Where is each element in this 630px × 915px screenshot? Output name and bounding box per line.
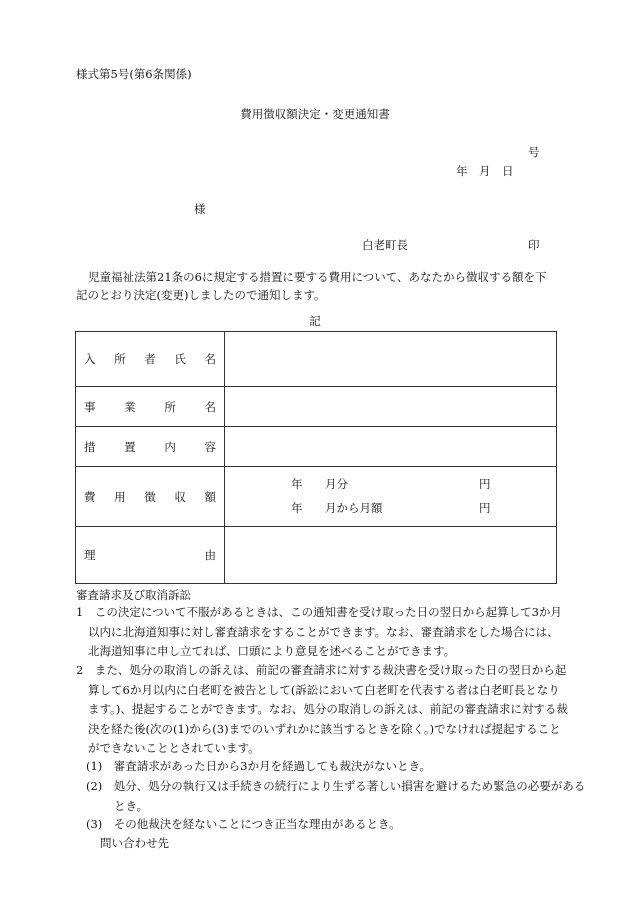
fee-line-from	[225, 500, 556, 518]
reason-value[interactable]	[225, 527, 557, 584]
resident-name-label: 入所者氏名	[84, 352, 216, 366]
measure-value[interactable]	[225, 427, 557, 467]
fee-line1-text: 月分	[325, 476, 348, 491]
fee-line1-unit: 円	[479, 476, 491, 491]
measure-label: 措置内容	[84, 439, 216, 454]
fee-line2-text: 月から月額	[325, 500, 383, 515]
document-number-label: 号	[528, 145, 540, 159]
document-title: 費用徴収額決定・変更通知書	[240, 107, 390, 121]
facility-label-cell	[76, 387, 225, 427]
review-paragraph-2: 2 また、処分の取消しの訴えは、前記の審査請求に対する裁決書を受け取った日の翌日から起算して6か月以内に白老町を被告として(訴訟において白老町を代表する者は白老町長となります。)、提起することができます。なお、処分の取消しの訴えは、前記の審査請求に対する裁決を経た後(次の(1)から(3)までのいずれかに該当するときを除く。)でなければ提起することができないこととされています。	[76, 663, 568, 755]
reason-label-cell	[76, 527, 225, 584]
table-row-facility	[76, 387, 557, 427]
form-number: 様式第5号(第6条関係)	[76, 67, 192, 81]
reason-label: 理由	[84, 548, 216, 562]
resident-name-label-cell	[76, 332, 225, 387]
table-row-measure	[76, 427, 557, 467]
review-item-1: (1) 審査請求があった日から3か月を経過しても裁決がないとき。	[86, 759, 432, 773]
table-row-fee	[76, 467, 557, 527]
seal-mark: 印	[528, 238, 540, 252]
date-label: 年 月 日	[456, 164, 514, 178]
fee-value[interactable]	[225, 467, 557, 527]
review-paragraph-1: 1 この決定について不服があるときは、この通知書を受け取った日の翌日から起算して3か月以内に北海道知事に対し審査請求をすることができます。なお、審査請求をした場合には、北海道知事に申し立てれば、口頭により意見を述べることができます。	[76, 605, 562, 658]
issuer-name: 白老町長	[362, 238, 408, 252]
fee-line-monthly	[225, 476, 556, 494]
table-row-reason	[76, 527, 557, 584]
resident-name-value[interactable]	[225, 332, 557, 387]
fee-line2-unit: 円	[479, 500, 491, 515]
measure-label-cell	[76, 427, 225, 467]
fee-table	[75, 331, 557, 584]
fee-line1-year: 年	[291, 476, 303, 491]
fee-line2-year: 年	[291, 500, 303, 515]
ki-heading: 記	[309, 314, 321, 328]
recipient-honorific: 様	[194, 202, 206, 216]
facility-label: 事業所名	[84, 399, 216, 414]
contact-label: 問い合わせ先	[100, 836, 169, 850]
review-item-3: (3) その他裁決を経ないことにつき正当な理由があるとき。	[86, 817, 401, 831]
table-row-resident	[76, 332, 557, 387]
facility-value[interactable]	[225, 387, 557, 427]
fee-label-cell	[76, 467, 225, 527]
fee-label: 費用徴収額	[84, 489, 216, 504]
intro-paragraph: 児童福祉法第21条の6に規定する措置に要する費用について、あなたから徴収する額を下記のとおり決定(変更)しましたので通知します。	[76, 270, 547, 302]
review-heading: 審査請求及び取消訴訟	[76, 588, 191, 602]
review-item-2: (2) 処分、処分の執行又は手続きの続行により生ずる著しい損害を避けるため緊急の必要があるとき。	[86, 779, 586, 813]
